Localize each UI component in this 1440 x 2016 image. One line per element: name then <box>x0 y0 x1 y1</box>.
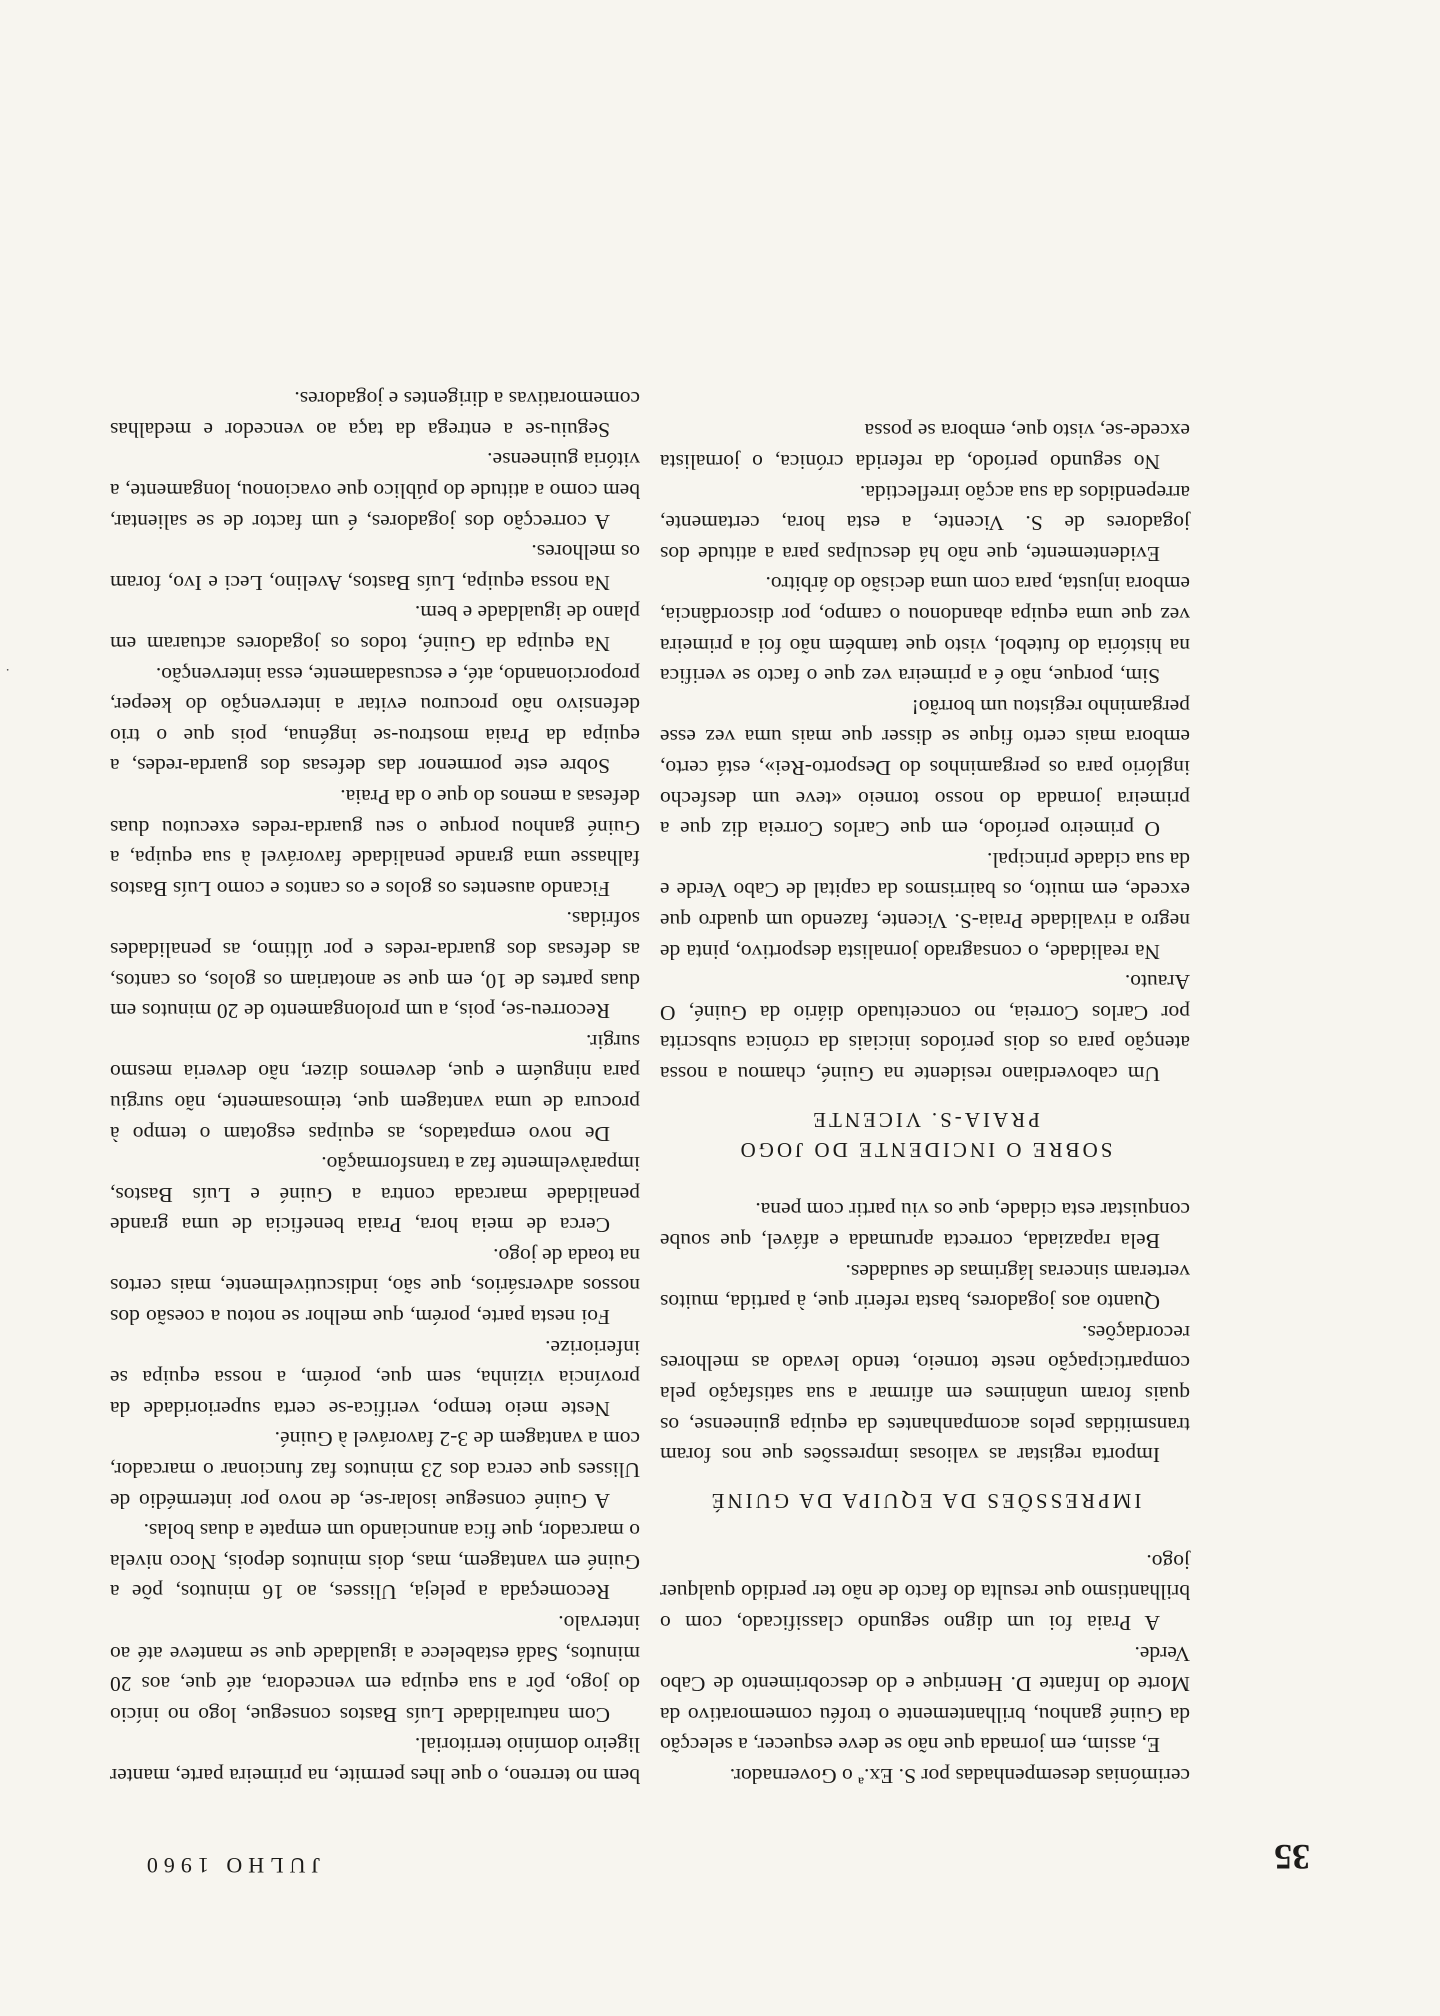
paragraph: De novo empatados, as equipas esgotam o tempo à procura de uma vantagem que, teimosamente, não surgiu para ninguém e que, devemos dizer, não deveria mesmo surgir. <box>110 1029 640 1146</box>
page-header <box>0 1838 1440 1878</box>
paragraph: Cerca de meia hora, Praia beneficia de uma grande penalidade marcada contra a Guiné e Luís Bastos, imparàvelmente faz a transformação. <box>110 1152 640 1238</box>
header-date: JULHO 1960 <box>140 1853 320 1878</box>
paragraph: cerimónias desempenhadas por S. Ex.ª o Governador. <box>729 1764 1190 1788</box>
paragraph: Quanto aos jogadores, basta referir que, à partida, muitos verteram sinceras lágrimas de saudades. <box>660 1259 1190 1315</box>
paragraph: bem no terreno, o que lhes permite, na primeira parte, manter ligeiro domínio territorial. <box>110 1733 640 1788</box>
paragraph: Na realidade, o consagrado jornalista desportivo, pinta de negro a rivalidade Praia-S. Vicente, fazendo um quadro que excede, em muito, os bairrismos da capital de Cabo Verde e da sua cidade principal. <box>660 847 1190 964</box>
right-column <box>110 384 640 1791</box>
speck-mark: · <box>5 661 10 676</box>
paragraph: Foi nesta parte, porém, que melhor se notou a coesão dos nossos adversários, que são, indiscutivelmente, mais certos na toada de jogo. <box>110 1243 640 1330</box>
paragraph: A correcção dos jogadores, é um factor de se salientar, bem como a atitude do público que ovacionou, longamente, a vitória guineense. <box>110 448 640 534</box>
paragraph: A Praia foi um digno segundo classificado, com o brilhantismo que resulta do facto de não ter perdido qualquer jogo. <box>660 1549 1190 1636</box>
paragraph: O primeiro período, em que Carlos Correia diz que a primeira jornada do nosso torneio «teve um desfecho inglório para os pergaminhos do Desporto-Rei», está certo, embora mais certo fique se disser que mais uma vez esse pergaminho registou um borrão! <box>660 694 1190 842</box>
paragraph: E, assim, em jornada que não se deve esquecer, a selecção da Guiné ganhou, brilhantemente o troféu comemorativo da Morte do Infante D. Henrique e do descobrimento de Cabo Verde. <box>660 1641 1190 1758</box>
paragraph: A Guiné consegue isolar-se, de novo por intermédio de Ulisses que cerca dos 23 minutos faz funcionar o marcador, com a vantagem de 3-2 favorável à Guiné. <box>110 1427 640 1513</box>
paragraph: Sim, porque, não é a primeira vez que o facto se verifica na história do futebol, visto que também não foi a primeira vez que uma equipa abandonou o campo, por discordância, embora injusta, para com uma decisão do árbitro. <box>660 572 1190 689</box>
paragraph: Com naturalidade Luís Bastos consegue, logo no início do jogo, pôr a sua equipa em vencedora, até que, aos 20 minutos, Sadá estabelece a igualdade que se manteve até ao intervalo. <box>110 1611 640 1727</box>
paragraph: Bela rapaziada, correcta aprumada e afável, que soube conquistar esta cidade, que os viu partir com pena. <box>660 1198 1190 1254</box>
paragraph: Seguiu-se a entrega da taça ao vencedor e medalhas comemorativas a dirigentes e jogadores. <box>110 387 640 442</box>
page-number: 35 <box>1274 1837 1310 1877</box>
paragraph: Ficando ausentes os golos e os cantos e como Luís Bastos falhasse uma grande penalidade favorável à sua equipa, a Guiné ganhou porque o seu guarda-redes executou duas defesas a menos do que o da Praia. <box>110 785 640 901</box>
paragraph: No segundo período, da referida crónica, o jornalista excede-se, visto que, embora se possa <box>660 419 1190 475</box>
paragraph: Sobre este pormenor das defesas dos guarda-redes, a equipa da Praia mostrou-se ingénua, pois que o trio defensivo não procurou evitar a intervenção do keeper, proporcionando, até, e escusadamente, essa intervenção. <box>110 662 640 779</box>
left-column <box>660 416 1190 1791</box>
paragraph: Recomeçada a peleja, Ulisses, ao 16 minutos, põe a Guiné em vantagem, mas, dois minutos depois, Noco nivela o marcador, que fica anunciando um empate a duas bolas. <box>110 1519 640 1605</box>
section-heading: SOBRE O INCIDENTE DO JOGO PRAIA-S. VICENTE <box>737 1107 1113 1162</box>
paragraph: Um caboverdiano residente na Guiné, chamou a nossa atenção para os dois períodos iniciais da crónica subscrita por Carlos Correia, no conceituado diário da Guiné, O Arauto. <box>660 970 1190 1086</box>
paragraph: Importa registar as valiosas impressões que nos foram transmitidas pelos acompanhantes da equipa guineense, os quais foram unânimes em afirmar a sua satisfação pela comparticipação neste torneio, tendo levado as melhores recordações. <box>660 1320 1190 1468</box>
section-heading: IMPRESSÕES DA EQUIPA DA GUINÉ <box>708 1489 1142 1514</box>
paragraph: Neste meio tempo, verifica-se certa superioridade da província vizinha, sem que, porém, a nossa equipa se inferiorize. <box>110 1335 640 1421</box>
paragraph: Recorreu-se, pois, a um prolongamento de 20 minutos em duas partes de 10, em que se anotariam os golos, os cantos, as defesas dos guarda-redes e por último, as penalidades sofridas. <box>110 907 640 1024</box>
paragraph: Evidentemente, que não há desculpas para a atitude dos jogadores de S. Vicente, a esta hora, certamente, arrependidos da sua acção irreflectida. <box>660 480 1190 566</box>
paragraph: Na nossa equipa, Luís Bastos, Avelino, Leci e Ivo, foram os melhores. <box>110 540 640 595</box>
paragraph: Na equipa da Guiné, todos os jogadores actuaram em plano de igualdade e bem. <box>110 601 640 657</box>
